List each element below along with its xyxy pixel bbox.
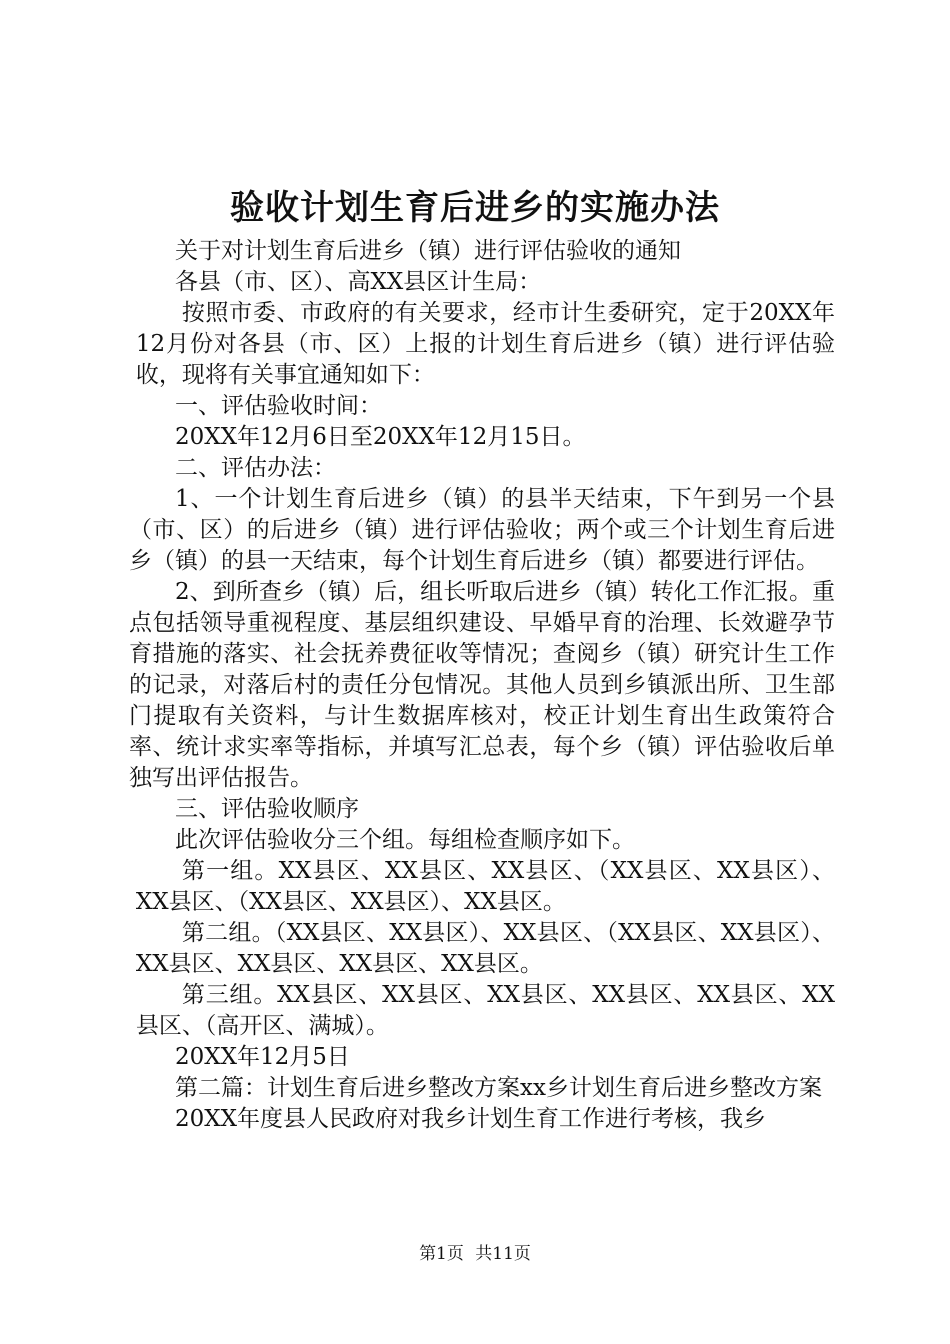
paragraph: 此次评估验收分三个组。每组检查顺序如下。 bbox=[175, 827, 635, 853]
paragraph: 三、评估验收顺序 bbox=[175, 796, 359, 822]
paragraph: 20XX年度县人民政府对我乡计划生育工作进行考核，我乡 bbox=[175, 1106, 767, 1132]
paragraph: 第三组。XX县区、XX县区、XX县区、XX县区、XX县区、XX县区、（高开区、满城）。 bbox=[135, 982, 835, 1039]
paragraph: 1、一个计划生育后进乡（镇）的县半天结束，下午到另一个县（市、区）的后进乡（镇）进行评估验收；两个或三个计划生育后进乡（镇）的县一天结束，每个计划生育后进乡（镇）都要进行评估。 bbox=[129, 486, 835, 574]
document-body bbox=[129, 236, 835, 1135]
paragraph: 关于对计划生育后进乡（镇）进行评估验收的通知 bbox=[175, 238, 681, 264]
document-title: 验收计划生育后进乡的实施办法 bbox=[230, 188, 720, 228]
paragraph: 20XX年12月5日 bbox=[175, 1044, 350, 1070]
paragraph: 第二组。（XX县区、XX县区）、XX县区、（XX县区、XX县区）、XX县区、XX县区、XX县区、XX县区。 bbox=[135, 920, 835, 977]
paragraph: 二、评估办法： bbox=[175, 455, 336, 481]
paragraph: 20XX年12月6日至20XX年12月15日。 bbox=[175, 424, 586, 450]
paragraph: 第一组。XX县区、XX县区、XX县区、（XX县区、XX县区）、XX县区、（XX县区、XX县区）、XX县区。 bbox=[135, 858, 835, 915]
paragraph: 一、评估验收时间： bbox=[175, 393, 382, 419]
page-total: 共11页 bbox=[475, 1244, 531, 1264]
paragraph: 各县（市、区）、高XX县区计生局： bbox=[175, 269, 542, 295]
paragraph: 2、到所查乡（镇）后，组长听取后进乡（镇）转化工作汇报。重点包括领导重视程度、基层组织建设、早婚早育的治理、长效避孕节育措施的落实、社会抚养费征收等情况；查阅乡（镇）研究计生工作的记录，对落后村的责任分包情况。其他人员到乡镇派出所、卫生部门提取有关资料，与计生数据库核对，校正计划生育出生政策符合率、统计求实率等指标，并填写汇总表，每个乡（镇）评估验收后单独写出评估报告。 bbox=[129, 579, 835, 791]
page-number: 第1页 bbox=[419, 1244, 464, 1264]
paragraph: 第二篇：计划生育后进乡整改方案xx乡计划生育后进乡整改方案 bbox=[175, 1075, 822, 1101]
paragraph: 按照市委、市政府的有关要求，经市计生委研究，定于20XX年12月份对各县（市、区）上报的计划生育后进乡（镇）进行评估验收，现将有关事宜通知如下： bbox=[135, 300, 835, 388]
page-footer bbox=[0, 1243, 950, 1265]
